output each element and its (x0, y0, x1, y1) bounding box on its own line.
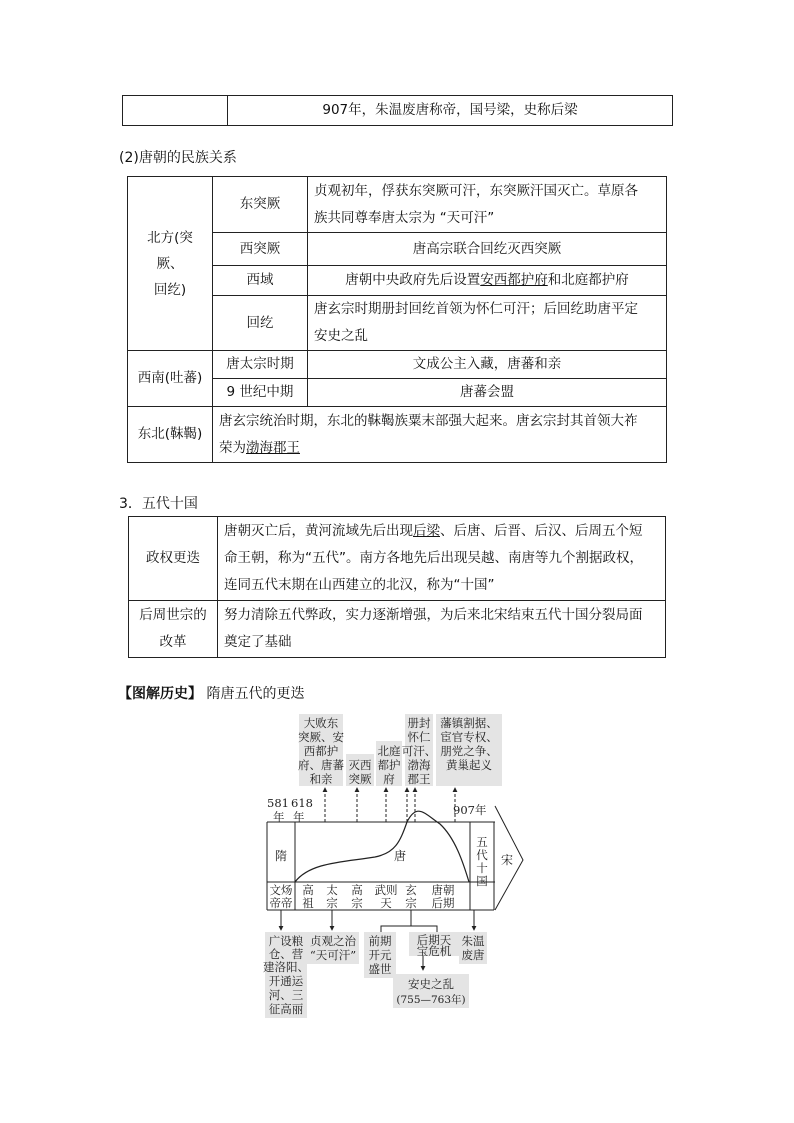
sui-tang-diagram (255, 712, 540, 1022)
year-618: 618 (291, 796, 313, 810)
svg-text:突厥: 突厥 (348, 772, 372, 786)
uighur-name: 回纥 (213, 296, 308, 351)
svg-text:废唐: 废唐 (461, 948, 485, 962)
ethnic-relations-table (127, 176, 667, 463)
svg-text:渤海: 渤海 (407, 758, 431, 772)
svg-text:文炀: 文炀 (269, 883, 293, 897)
northeast-label: 东北(靺鞨) (128, 407, 213, 463)
xuanzong-bracket (381, 910, 437, 934)
figure-title-text: 隋唐五代的更迭 (206, 686, 305, 702)
bottom-box-2-text (310, 934, 357, 962)
svg-text:府: 府 (383, 772, 395, 786)
svg-text:突厥、安: 突厥、安 (298, 730, 344, 744)
bottom-box-3-text (369, 934, 392, 976)
year-618-unit: 年 (293, 810, 305, 824)
svg-text:大败东: 大败东 (303, 716, 339, 730)
table-top-cell: 907年，朱温废唐称帝，国号梁，史称后梁 (228, 96, 673, 126)
svg-text:后期天: 后期天 (416, 933, 452, 947)
shizong-reform-name-line2: 改革 (159, 634, 187, 650)
northeast-line2 (219, 435, 660, 462)
svg-text:后期: 后期 (431, 896, 455, 910)
svg-text:灭西: 灭西 (348, 758, 372, 772)
svg-text:郡王: 郡王 (407, 772, 431, 786)
svg-text:太: 太 (326, 883, 338, 897)
svg-text:前期: 前期 (368, 934, 392, 948)
emperor-gaozong (351, 883, 363, 910)
svg-text:宗: 宗 (405, 896, 417, 910)
uighur-line1: 唐玄宗时期册封回纥首领为怀仁可汗；后回纥助唐平定 (314, 301, 638, 317)
uighur-line2: 安史之乱 (314, 328, 368, 344)
north-label-line2: 回纥) (153, 281, 187, 298)
regime-change-line1-pre: 唐朝灭亡后，黄河流域先后出现 (224, 523, 413, 539)
up-arrows (325, 788, 455, 822)
svg-text:朱温: 朱温 (461, 934, 485, 948)
southwest-label: 西南(吐蕃) (128, 351, 213, 407)
svg-text:建洛阳、: 建洛阳、 (263, 960, 309, 974)
east-turks-line2: 族共同尊奉唐太宗为 “天可汗” (314, 209, 495, 226)
north-label-line1: 北方(突厥、 (147, 229, 193, 272)
svg-text:和亲: 和亲 (309, 772, 333, 786)
north-label-cell (128, 177, 213, 351)
svg-text:开通运: 开通运 (268, 974, 304, 988)
svg-text:都护: 都护 (377, 758, 401, 772)
section-3-heading: 3．五代十国 (119, 496, 198, 512)
regime-change-line3: 连同五代末期在山西建立的北汉，称为“十国” (224, 577, 495, 593)
taizong-period-name: 唐太宗时期 (213, 351, 308, 379)
western-regions-underlined: 安西都护府 (480, 272, 548, 288)
shizong-reform-name (129, 601, 218, 658)
emperor-wenyang (270, 883, 293, 910)
figure-title (118, 683, 304, 703)
svg-text:征高丽: 征高丽 (268, 1002, 304, 1016)
emperor-wuzetian (375, 883, 398, 910)
svg-text:十: 十 (476, 861, 488, 875)
east-turks-text (308, 177, 667, 233)
east-turks-line1: 贞观初年，俘获东突厥可汗，东突厥汗国灭亡。草原各 (314, 182, 638, 199)
regime-change-line1 (224, 518, 659, 545)
svg-text:安史之乱: 安史之乱 (408, 977, 454, 991)
western-regions-text (308, 266, 667, 296)
northeast-line2-pre: 荣为 (219, 439, 246, 456)
uighur-text (308, 296, 667, 351)
svg-text:可汗、: 可汗、 (401, 744, 437, 758)
northeast-line2-underlined: 渤海郡王 (246, 439, 300, 456)
svg-text:唐朝: 唐朝 (431, 883, 455, 897)
emperor-late-tang (432, 883, 455, 910)
svg-text:代: 代 (476, 848, 488, 862)
svg-text:藩镇割据、: 藩镇割据、 (440, 716, 498, 730)
svg-text:祖: 祖 (302, 896, 314, 910)
west-turks-name: 西突厥 (213, 233, 308, 266)
western-regions-name: 西域 (213, 266, 308, 296)
top-box-2-text (349, 758, 372, 786)
section-2-heading: (2)唐朝的民族关系 (119, 150, 237, 166)
svg-text:仓、营: 仓、营 (268, 947, 304, 961)
svg-text:国: 国 (476, 874, 488, 888)
taizong-period-text: 文成公主入藏，唐蕃和亲 (308, 351, 667, 379)
svg-text:西都护: 西都护 (303, 744, 339, 758)
shizong-reform-line1: 努力清除五代弊政，实力逐渐增强，为后来北宋结束五代十国分裂局面 (224, 607, 643, 623)
five-dynasties-label (476, 835, 488, 888)
ninth-century-text: 唐蕃会盟 (308, 379, 667, 407)
east-turks-name: 东突厥 (213, 177, 308, 233)
west-turks-text: 唐高宗联合回纥灭西突厥 (308, 233, 667, 266)
year-907: 907年 (453, 803, 487, 817)
svg-text:五: 五 (476, 835, 488, 849)
table-top-blank (123, 96, 228, 126)
svg-text:广设粮: 广设粮 (268, 934, 304, 948)
svg-text:贞观之治: 贞观之治 (310, 934, 356, 948)
bottom-box-4-text (417, 933, 452, 958)
svg-text:宦官专权、: 宦官专权、 (440, 730, 498, 744)
ninth-century-name: 9 世纪中期 (213, 379, 308, 407)
regime-change-line2: 命王朝，称为“五代”。南方各地先后出现吴越、南唐等九个割据政权， (224, 550, 643, 566)
bottom-box-5-text (462, 934, 485, 962)
dynasty-tang: 唐 (393, 849, 407, 863)
western-regions-post: 和北庭都护府 (547, 272, 629, 288)
table-top (122, 95, 673, 126)
svg-text:册封: 册封 (407, 716, 431, 730)
svg-text:宝危机: 宝危机 (416, 944, 452, 958)
five-dynasties-table (128, 516, 666, 658)
figure-tag: 【图解历史】 (118, 686, 202, 702)
northeast-line1: 唐玄宗统治时期，东北的靺鞨族粟末部强大起来。唐玄宗封其首领大祚 (219, 412, 638, 429)
dynasty-sui: 隋 (274, 849, 288, 863)
dynasty-song: 宋 (500, 853, 514, 867)
svg-text:北庭: 北庭 (377, 744, 401, 758)
svg-text:府、唐蕃: 府、唐蕃 (298, 758, 344, 772)
emperor-taizong (326, 883, 338, 910)
bottom-box-1-text (263, 934, 309, 1016)
svg-text:盛世: 盛世 (368, 962, 392, 976)
svg-text:宗: 宗 (326, 896, 338, 910)
emperor-gaozu (302, 883, 314, 910)
svg-text:玄: 玄 (405, 883, 417, 897)
northeast-text (213, 407, 667, 463)
regime-change-line1-underlined: 后梁 (413, 523, 440, 539)
svg-text:高: 高 (302, 883, 314, 897)
svg-text:高: 高 (351, 883, 363, 897)
shizong-reform-text (218, 601, 666, 658)
regime-change-line1-post: 、后唐、后晋、后汉、后周五个短 (440, 523, 643, 539)
regime-change-text (218, 517, 666, 601)
svg-text:武则: 武则 (374, 883, 398, 897)
svg-text:怀仁: 怀仁 (407, 730, 431, 744)
svg-text:朋党之争、: 朋党之争、 (440, 744, 498, 758)
year-581: 581 (267, 796, 289, 810)
svg-text:开元: 开元 (368, 948, 392, 962)
western-regions-pre: 唐朝中央政府先后设置 (345, 272, 481, 288)
shizong-reform-line2: 奠定了基础 (224, 634, 292, 650)
svg-text:天: 天 (380, 896, 392, 910)
year-581-unit: 年 (273, 810, 285, 824)
svg-text:帝帝: 帝帝 (269, 896, 293, 910)
svg-text:“天可汗”: “天可汗” (309, 948, 357, 962)
svg-text:河、三: 河、三 (268, 988, 304, 1002)
svg-text:(755—763年): (755—763年) (396, 994, 466, 1006)
regime-change-name: 政权更迭 (129, 517, 218, 601)
svg-text:宗: 宗 (351, 896, 363, 910)
svg-text:黄巢起义: 黄巢起义 (446, 758, 492, 772)
top-box-5-text (440, 716, 498, 772)
shizong-reform-name-line1: 后周世宗的 (139, 607, 207, 623)
emperor-xuanzong (405, 883, 417, 910)
